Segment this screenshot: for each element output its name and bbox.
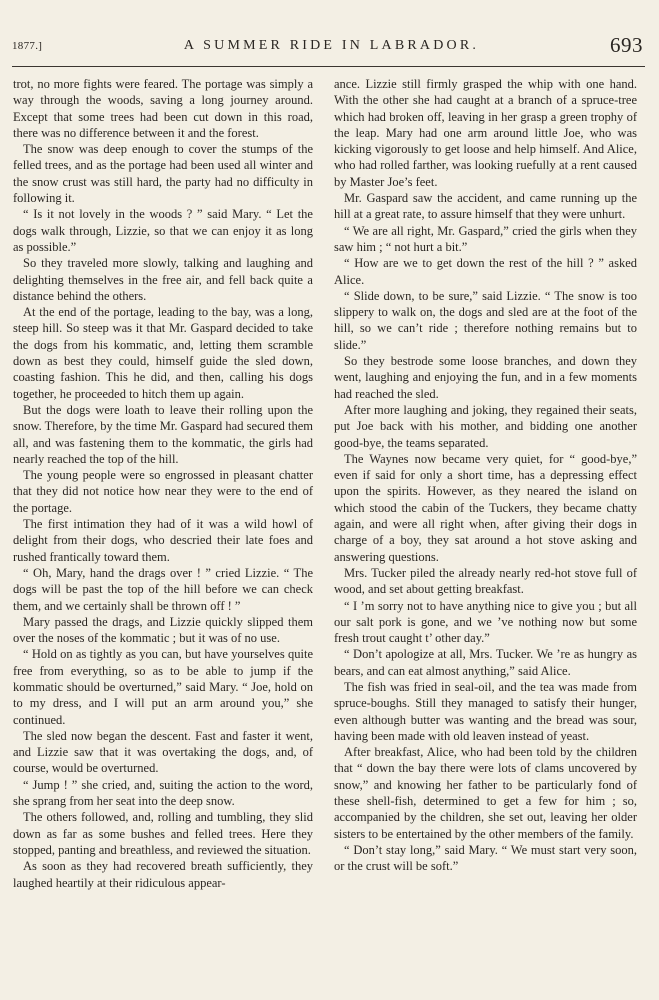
paragraph: The sled now began the descent. Fast and faster it went, and Lizzie saw that it was overtaking the dogs, and, of course, would be overturned. (13, 728, 313, 776)
right-column (334, 76, 637, 875)
paragraph: “ We are all right, Mr. Gaspard,” cried the girls when they saw him ; “ not hurt a bit.” (334, 223, 637, 254)
paragraph: “ I ’m sorry not to have anything nice to give you ; but all our salt pork is gone, and we ’ve nothing now but some fresh trout caught t’ other day.” (334, 598, 637, 646)
header-title: A SUMMER RIDE IN LABRADOR. (183, 38, 480, 53)
paragraph: “ Slide down, to be sure,” said Lizzie. “ The snow is too slippery to walk on, the dogs and sled are at the foot of the hill, so we can’t ride ; therefore nothing remains but to slide.” (334, 288, 637, 352)
paragraph: The young people were so engrossed in pleasant chatter that they did not notice how near they were to the end of the portage. (13, 468, 313, 515)
page-number: 693 (610, 33, 643, 57)
left-column (13, 76, 313, 891)
paragraph: trot, no more fights were feared. The portage was simply a way through the woods, saving a long journey around. Except that some trees had been cut down in this road, there was no difference between it and the forest. (13, 77, 313, 140)
paragraph: After more laughing and joking, they regained their seats, put Joe back with his mother, and bidding one another good-bye, the teams separated. (334, 402, 637, 450)
paragraph: “ Hold on as tightly as you can, but have yourselves quite free from everything, so as to be able to jump if the kommatic should be overturned,” said Mary. “ Joe, hold on to my dress, and I will put an arm around you,” she continued. (13, 647, 313, 727)
paragraph: “ Don’t apologize at all, Mrs. Tucker. We ’re as hungry as bears, and can eat almost anything,” said Alice. (334, 647, 637, 678)
paragraph: Mary passed the drags, and Lizzie quickly slipped them over the noses of the kommatic ; but it was of no use. (13, 614, 313, 646)
paragraph: The fish was fried in seal-oil, and the tea was made from spruce-boughs. Still they managed to satisfy their hunger, even although butter was wanting and the bread was sour, having been made with old leaven instead of yeast. (334, 679, 637, 743)
paragraph: After breakfast, Alice, who had been told by the children that “ down the bay there were lots of clams uncovered by snow,” and knowing her father to be particularly fond of these shell-fish, determined to get a few for him ; so, accompanied by the children, she set out, leaving her older sisters to be entertained by the other members of the family. (334, 745, 637, 841)
paragraph: So they bestrode some loose branches, and down they went, laughing and enjoying the fun, and in a few moments had reached the sled. (334, 354, 637, 401)
paragraph: The Waynes now became very quiet, for “ good-bye,” even if said for only a short time, has a depressing effect upon the spirits. However, as they neared the island on which stood the cabin of the Tuckers, they became chatty again, and were all right when, after giving their dogs in charge of a boy, they sat around a hot stove asking and answering questions. (334, 451, 637, 564)
paragraph: The others followed, and, rolling and tumbling, they slid down as far as some bushes and felled trees. Here they stopped, panting and breathless, and reviewed the situation. (13, 810, 313, 857)
paragraph: “ Oh, Mary, hand the drags over ! ” cried Lizzie. “ The dogs will be past the top of the hill before we can check them, and we certainly shall be thrown off ! ” (13, 565, 313, 613)
paragraph: Mr. Gaspard saw the accident, and came running up the hill at a great rate, to assure himself that they were unhurt. (334, 191, 637, 222)
header-rule (12, 66, 645, 67)
paragraph: “ Jump ! ” she cried, and, suiting the action to the word, she sprang from her seat into the deep snow. (13, 777, 313, 809)
paragraph: Mrs. Tucker piled the already nearly red-hot stove full of wood, and set about getting breakfast. (334, 565, 637, 597)
running-header (12, 30, 651, 64)
paragraph: So they traveled more slowly, talking and laughing and delighting themselves in the free air, and fell back quite a distance behind the others. (13, 256, 313, 303)
paragraph: “ Don’t stay long,” said Mary. “ We must start very soon, or the crust will be soft.” (334, 842, 637, 874)
paragraph: “ How are we to get down the rest of the hill ? ” asked Alice. (334, 256, 637, 287)
paragraph: At the end of the portage, leading to the bay, was a long, steep hill. So steep was it that Mr. Gaspard decided to take the dogs from his kommatic, and, letting them scramble down as best they could, himself guide the sled down, coasting fashion. This he did, and then, calling his dogs together, he proceeded to hitch them up again. (13, 305, 313, 401)
header-date: 1877.] (12, 40, 43, 52)
paragraph: “ Is it not lovely in the woods ? ” said Mary. “ Let the dogs walk through, Lizzie, so that we can enjoy it as long as possible.” (13, 207, 313, 254)
paragraph: ance. Lizzie still firmly grasped the whip with one hand. With the other she had caught at a branch of a spruce-tree which had broken off, leaving in her grasp a green trophy of the leap. Mary had one arm around little Joe, who was kicking vigorously to get loose and help himself. And Alice, who had rolled farther, was looking ruefully at a rent caused by Master Joe’s feet. (334, 77, 637, 189)
paragraph: The snow was deep enough to cover the stumps of the felled trees, and as the portage had been used all winter and the snow crust was still hard, the party had no difficulty in following it. (13, 142, 313, 206)
paragraph: The first intimation they had of it was a wild howl of delight from their dogs, who descried their late foes and rushed frantically toward them. (13, 517, 313, 564)
paragraph: As soon as they had recovered breath sufficiently, they laughed heartily at their ridiculous appear- (13, 859, 313, 890)
paragraph: But the dogs were loath to leave their rolling upon the snow. Therefore, by the time Mr. Gaspard had secured them all, and was fastening them to the kommatic, the girls had nearly reached the top of the hill. (13, 402, 313, 466)
